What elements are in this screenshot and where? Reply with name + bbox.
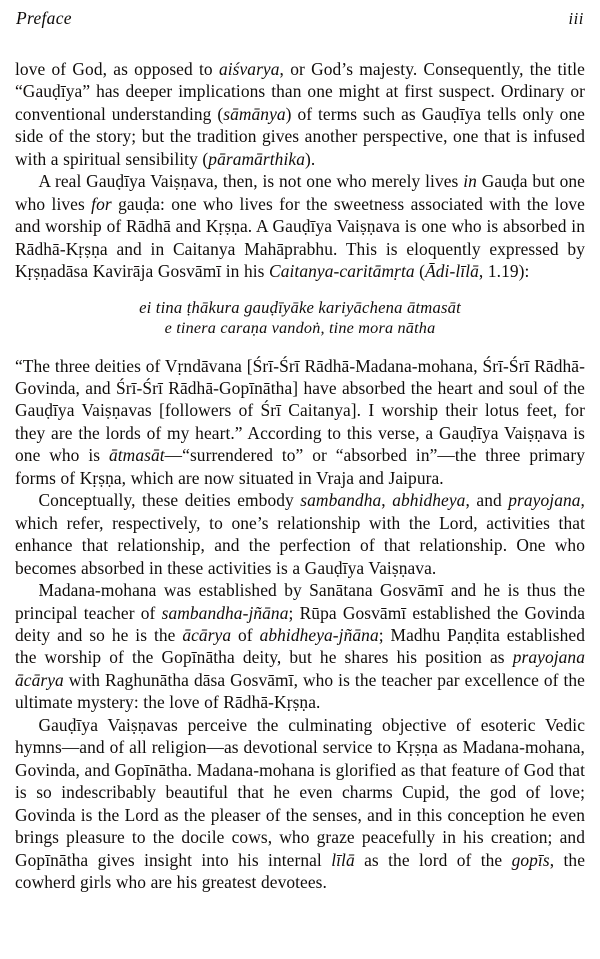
p-madana-mohana-acaryas bbox=[15, 579, 585, 714]
text-run: Gauḍa but one who lives bbox=[15, 171, 585, 214]
italic-term: prayojana ācārya bbox=[15, 647, 585, 690]
verse-block bbox=[15, 283, 585, 355]
paragraph-group-after-verse bbox=[15, 355, 585, 894]
body-text-block bbox=[15, 58, 585, 893]
running-head bbox=[16, 8, 584, 34]
italic-term: abhidheya-jñāna bbox=[259, 624, 379, 645]
text-run: A real Gauḍīya Vaiṣṇava, then, is not one who merely lives bbox=[38, 171, 464, 192]
italic-term: gopīs bbox=[511, 849, 550, 870]
text-run: Conceptually, these deities embody bbox=[38, 490, 301, 511]
italic-term: līlā bbox=[331, 849, 355, 870]
text-run: Gauḍīya Vaiṣṇavas perceive the culminating objective of esoteric Vedic hymns—and of all religion—as devotional service to Kṛṣṇa as Madana-mohana, Govinda, and Gopīnātha. Madana-mohana is glorified as that feature of God that is so indescribably beautiful that he even charms Cupid, the god of love; Govinda is the Lord as the pleaser of the senses, and in this conception he even brings pleasure to the docile cows, who graze peacefully in his creation; and Gopīnātha gives insight into his internal bbox=[15, 714, 585, 870]
text-run: —“surrendered to” or “absorbed in”—the three primary forms of Kṛṣṇa, which are now situated in Vraja and Jaipura. bbox=[15, 445, 585, 488]
text-run: of bbox=[231, 624, 260, 645]
italic-term: sāmānya bbox=[223, 103, 286, 124]
italic-term: ācārya bbox=[182, 624, 232, 645]
text-run: , which refer, respectively, to one’s relationship with the Lord, activities that enhance that relationship, and the perfection of that relationship. One who becomes absorbed in these activities is a Gauḍīya Vaiṣṇava. bbox=[15, 490, 585, 578]
text-run: ( bbox=[414, 261, 426, 282]
text-run: as the lord of the bbox=[354, 849, 512, 870]
text-run: with Raghunātha dāsa Gosvāmī, who is the teacher par excellence of the ultimate mystery: the love of Rādhā-Kṛṣṇa. bbox=[15, 669, 585, 713]
italic-term: sambandha bbox=[300, 490, 382, 511]
text-run: , or God’s majesty. Consequently, the title “Gauḍīya” has deeper implications than one might at first suspect. Ordinary or conventional understanding ( bbox=[15, 59, 585, 124]
italic-term: for bbox=[91, 193, 112, 214]
text-run: , 1.19): bbox=[478, 261, 530, 282]
text-run: , the cowherd girls who are his greatest devotees. bbox=[15, 849, 585, 892]
text-run: gauḍa: one who lives for the sweetness associated with the love and worship of Rādhā and Kṛṣṇa. A Gauḍīya Vaiṣṇava is one who is absorbed in Rādhā-Kṛṣṇa and in Caitanya Mahāprabhu. This is eloquently expressed by Kṛṣṇadāsa Kavirāja Gosvāmī in his bbox=[15, 193, 585, 282]
text-run: love of God, as opposed to bbox=[15, 59, 219, 79]
italic-term: prayojana bbox=[508, 490, 581, 511]
text-run: ) of terms such as Gauḍīya tells only one side of the story; but the tradition gives another perspective, one that is infused with a spiritual sensibility ( bbox=[15, 103, 585, 169]
text-run: Madana-mohana was established by Sanātana Gosvāmī and he is thus the principal teacher of bbox=[15, 580, 585, 623]
paragraph-group-before-verse bbox=[15, 58, 585, 283]
verse-line: ei tina ṭhākura gauḍīyāke kariyāchena ātmasāt bbox=[139, 297, 461, 317]
italic-term: Ādi-līlā bbox=[425, 261, 479, 282]
italic-term: aiśvarya bbox=[218, 59, 280, 79]
italic-term: abhidheya bbox=[392, 490, 466, 511]
page-number: iii bbox=[568, 9, 584, 28]
text-run: , and bbox=[465, 490, 509, 511]
p-sambandha-abhidheya-prayojana bbox=[15, 489, 585, 579]
italic-term: pāramārthika bbox=[208, 148, 305, 169]
p-culminating-objective bbox=[15, 714, 585, 894]
p-real-gaudiya-vaisnava bbox=[15, 170, 585, 282]
verse-line: e tinera caraṇa vandoṅ, tine mora nātha bbox=[164, 318, 436, 337]
text-run: ; Madhu Paṇḍita established the worship of the Gopīnātha deity, but he shares his position as bbox=[15, 624, 585, 668]
p-gaudiya-implications bbox=[15, 58, 585, 170]
p-three-deities-translation bbox=[15, 355, 585, 490]
text-run: ; Rūpa Gosvāmī established the Govinda deity and so he is the bbox=[15, 602, 585, 645]
text-run: “The three deities of Vṛndāvana [Śrī-Śrī Rādhā-Madana-mohana, Śrī-Śrī Rādhā-Govinda, and Śrī-Śrī Rādhā-Gopīnātha] have absorbed the heart and soul of the Gauḍīya Vaiṣṇavas [followers of Śrī Caitanya]. I worship their lotus feet, for they are the lords of my heart.” According to this verse, a Gauḍīya Vaiṣṇava is one who is bbox=[15, 355, 585, 466]
text-run: , bbox=[381, 490, 393, 511]
italic-term: Caitanya-caritāmṛta bbox=[269, 261, 415, 282]
running-head-title: Preface bbox=[16, 8, 72, 28]
text-run: ). bbox=[304, 148, 316, 169]
italic-term: sambandha-jñāna bbox=[161, 602, 289, 623]
italic-term: in bbox=[463, 171, 477, 192]
italic-term: ātmasāt bbox=[108, 445, 165, 466]
